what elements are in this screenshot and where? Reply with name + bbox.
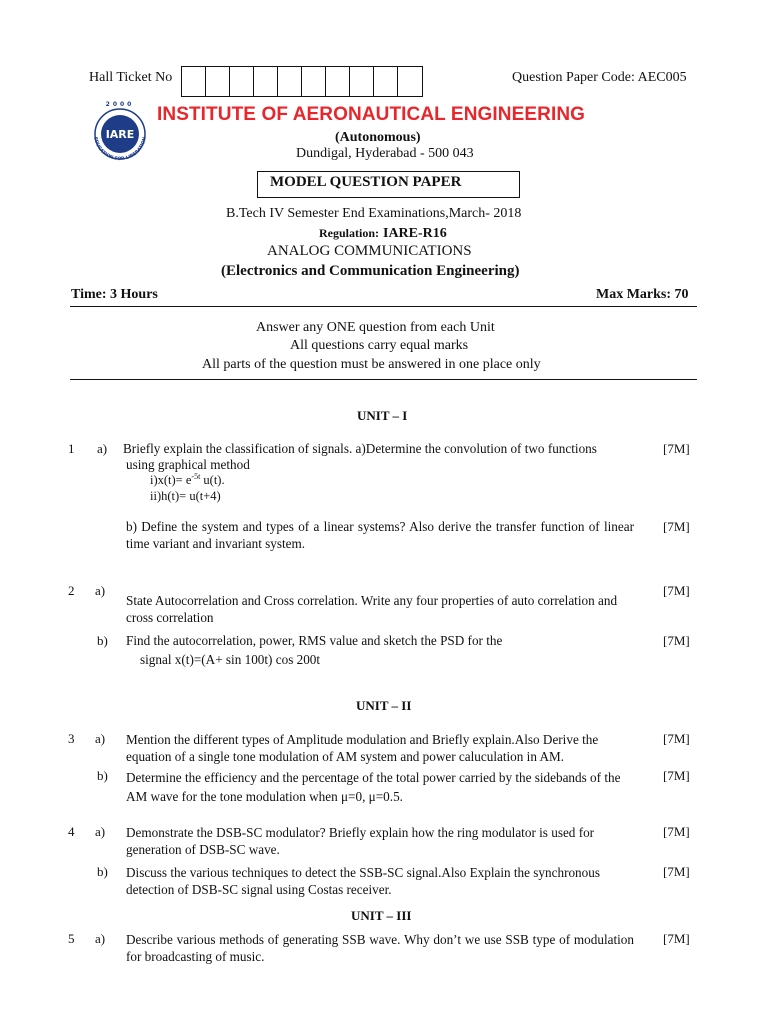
time-label: Time: 3 Hours (71, 287, 158, 302)
question-marks: [7M] (663, 441, 690, 456)
paper-type-box (257, 171, 520, 198)
question-text: b) Define the system and types of a linear systems? Also derive the transfer function of linear time variant and invariant system. (126, 519, 634, 551)
hall-ticket-input[interactable] (181, 66, 423, 97)
hall-ticket-digit-box[interactable] (278, 67, 302, 96)
question-marks: [7M] (663, 931, 690, 946)
question-marks: [7M] (663, 824, 690, 839)
instruction-line: All parts of the question must be answered in one place only (202, 357, 541, 372)
hall-ticket-digit-box[interactable] (350, 67, 374, 96)
hall-ticket-digit-box[interactable] (326, 67, 350, 96)
question-text: Demonstrate the DSB-SC modulator? Briefly explain how the ring modulator is used for generation of DSB-SC wave. (126, 825, 595, 857)
paper-code: Question Paper Code: AEC005 (512, 70, 687, 85)
question-text: Describe various methods of generating SSB wave. Why don’t we use SSB type of modulation for broadcasting of music. (126, 932, 634, 964)
question-marks: [7M] (663, 864, 690, 879)
question-text: signal x(t)=(A+ sin 100t) cos 200t (140, 652, 321, 667)
subitem-text: u(t). (200, 473, 225, 488)
question-number: 5 (68, 931, 75, 946)
exam-title: B.Tech IV Semester End Examinations,March- 2018 (226, 206, 522, 221)
question-marks: [7M] (663, 519, 690, 534)
header-divider-bottom (70, 379, 697, 380)
header-divider-top (70, 306, 697, 307)
logo-year: 2000 (105, 101, 135, 108)
question-text: using graphical method (126, 457, 250, 472)
autonomous-label: (Autonomous) (335, 130, 421, 145)
question-number: 2 (68, 583, 75, 598)
hall-ticket-digit-box[interactable] (374, 67, 398, 96)
hall-ticket-digit-box[interactable] (182, 67, 206, 96)
exponent: -5t (191, 472, 201, 481)
question-part-label: b) (97, 864, 108, 879)
branch-title: (Electronics and Communication Engineering) (221, 263, 520, 279)
hall-ticket-digit-box[interactable] (254, 67, 278, 96)
hall-ticket-digit-box[interactable] (230, 67, 254, 96)
question-part-label: b) (97, 768, 108, 783)
question-text: Mention the different types of Amplitude modulation and Briefly explain.Also Derive the equation of a single tone modulation of AM system and power caluculation in AM. (126, 732, 599, 764)
question-part-label: b) (97, 633, 108, 648)
question-subitem (150, 472, 225, 488)
institute-logo (86, 98, 154, 166)
question-marks: [7M] (663, 731, 690, 746)
logo-name: IARE (105, 128, 135, 141)
unit-heading: UNIT – I (357, 408, 408, 423)
question-marks: [7M] (663, 633, 690, 648)
question-number: 1 (68, 441, 75, 456)
hall-ticket-digit-box[interactable] (206, 67, 230, 96)
question-part-label: a) (97, 441, 108, 456)
hall-ticket-label: Hall Ticket No (89, 70, 173, 85)
question-text: Briefly explain the classification of signals. a)Determine the convolution of two functions (123, 441, 597, 456)
question-text: Find the autocorrelation, power, RMS value and sketch the PSD for the (126, 633, 503, 648)
institute-address: Dundigal, Hyderabad - 500 043 (296, 146, 474, 161)
question-marks: [7M] (663, 583, 690, 598)
subitem-text: i)x(t)= e (150, 473, 192, 488)
subject-title: ANALOG COMMUNICATIONS (267, 243, 472, 259)
question-part-label: a) (95, 583, 106, 598)
question-number: 3 (68, 731, 75, 746)
question-part-label: a) (95, 731, 106, 746)
unit-heading: UNIT – II (356, 698, 412, 713)
question-part-label: a) (95, 824, 106, 839)
question-part-label: a) (95, 931, 106, 946)
question-subitem: ii)h(t)= u(t+4) (150, 489, 221, 503)
max-marks-label: Max Marks: 70 (596, 287, 689, 302)
unit-heading: UNIT – III (351, 908, 412, 923)
regulation-label: Regulation: (319, 226, 379, 240)
hall-ticket-digit-box[interactable] (398, 67, 422, 96)
logo-motto: EDUCATION FOR LIBERATION (92, 136, 148, 163)
institute-name: INSTITUTE OF AERONAUTICAL ENGINEERING (157, 104, 586, 125)
regulation-value: IARE-R16 (383, 226, 447, 241)
question-number: 4 (68, 824, 75, 839)
question-marks: [7M] (663, 768, 690, 783)
hall-ticket-digit-box[interactable] (302, 67, 326, 96)
regulation (319, 224, 447, 242)
question-text: Discuss the various techniques to detect the SSB-SC signal.Also Explain the synchronous detection of DSB-SC signal using Costas receiver. (126, 865, 600, 897)
question-text: State Autocorrelation and Cross correlation. Write any four properties of auto correlation and cross correlation (126, 593, 618, 625)
paper-type: MODEL QUESTION PAPER (270, 174, 462, 190)
instruction-line: All questions carry equal marks (290, 338, 469, 353)
instruction-line: Answer any ONE question from each Unit (256, 320, 495, 335)
question-text: Determine the efficiency and the percentage of the total power carried by the sidebands of the AM wave for the tone modulation when μ=0, μ=0.5. (126, 770, 621, 804)
